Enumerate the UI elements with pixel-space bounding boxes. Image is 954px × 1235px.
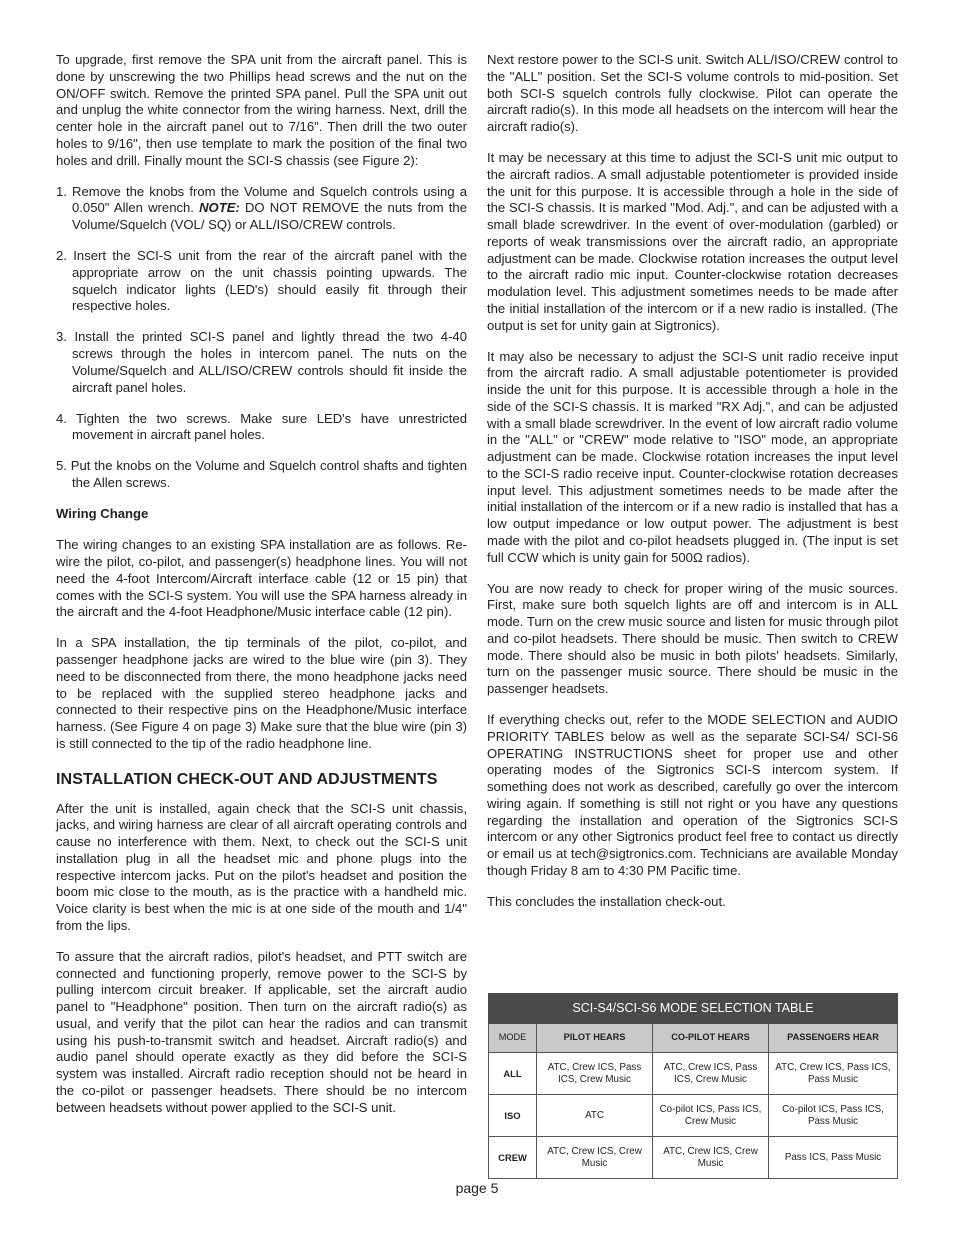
- table-row: [489, 1095, 898, 1137]
- checkout-paragraph: After the unit is installed, again check that the SCI-S unit chassis, jacks, and wiring harness are clear of all aircraft operating controls and cause no interference with them. Next, to check out the SCI-S unit installation plug in all the headset mic and phone plugs into the respective intercom jacks. Put on the pilot's headset and position the boom mic close to the mouth, as is the practice with a handheld mic. Voice clarity is best when the mic is at one side of the mouth and 1/4" from the lips.: [56, 800, 467, 933]
- mode-cell: CREW: [489, 1137, 537, 1179]
- restore-power-paragraph: Next restore power to the SCI-S unit. Switch ALL/ISO/CREW control to the "ALL" position. Set the SCI-S volume controls to mid-position. Set both SCI-S squelch controls fully clockwise. Pilot can operate the aircraft radio(s). In this mode all headsets on the intercom will hear the aircraft radio(s).: [487, 52, 898, 134]
- table-cell: ATC, Crew ICS, Pass ICS, Pass Music: [769, 1053, 898, 1095]
- left-column: [56, 52, 467, 1116]
- mic-output-paragraph: It may be necessary at this time to adjust the SCI-S unit mic output to the aircraft radios. A small adjustable potentiometer is provided inside the unit for this purpose. It is accessible through a hole in the side of the SCI-S chassis. It is marked "Mod. Adj.", and can be adjusted with a small blade screwdriver. In the event of over-modulation (garbled) or reports of weak transmissions over the aircraft radio, an appropriate adjustment can be made. Clockwise rotation increases the output level to the aircraft radio mic input. Counter-clockwise rotation decreases modulation level. This adjustment sometimes needs to be made after the initial installation of the intercom or if a new radio is installed. (The output is set for unity gain at Sigtronics).: [487, 150, 898, 333]
- column-header: MODE: [489, 1024, 537, 1053]
- page-number: page 5: [455, 1180, 499, 1196]
- column-header: PASSENGERS HEAR: [769, 1024, 898, 1053]
- table-cell: ATC: [537, 1095, 653, 1137]
- spa-wiring-paragraph: In a SPA installation, the tip terminals of the pilot, co-pilot, and passenger headphone jacks are wired to the blue wire (pin 3). They need to be disconnected from there, the mono headphone jacks need to be replaced with the supplied stereo headphone jacks and connected to their respective pins on the Headphone/Music interface harness. (See Figure 4 on page 3) Make sure that the blue wire (pin 3) is still connected to the tip of the radio headphone line.: [56, 635, 467, 751]
- mode-cell: ISO: [489, 1095, 537, 1137]
- mount-steps-list: [56, 184, 467, 492]
- list-item: 2. Insert the SCI-S unit from the rear of the aircraft panel with the appropriate arrow on the unit chassis pointing upwards. The squelch indicator lights (LED's) should easily fit through their respective holes.: [56, 248, 467, 314]
- table-cell: Pass ICS, Pass Music: [769, 1137, 898, 1179]
- mode-cell: ALL: [489, 1053, 537, 1095]
- list-item: 4. Tighten the two screws. Make sure LED's have unrestricted movement in aircraft panel holes.: [56, 410, 467, 443]
- right-column: [487, 52, 898, 911]
- list-item: 5. Put the knobs on the Volume and Squelch control shafts and tighten the Allen screws.: [56, 458, 467, 491]
- note-label: NOTE:: [199, 200, 240, 216]
- table-cell: ATC, Crew ICS, Pass ICS, Crew Music: [653, 1053, 769, 1095]
- radio-check-paragraph: To assure that the aircraft radios, pilot's headset, and PTT switch are connected and functioning properly, remove power to the SCI-S by pulling intercom circuit breaker. If applicable, set the aircraft audio panel to "Headphone" position. Then turn on the aircraft radio(s) as usual, and verify that the pilot can hear the radios and can transmit using his push-to-transmit switch and headset. Aircraft radio(s) and audio panel should operate exactly as they did before the SCI-S system was installed. Aircraft radio reception should not be heard in the co-pilot or passenger headsets. There should be no intercom between headsets without power applied to the SCI-S unit.: [56, 948, 467, 1115]
- table-row: [489, 1137, 898, 1179]
- list-item: [56, 184, 467, 234]
- support-paragraph: If everything checks out, refer to the MODE SELECTION and AUDIO PRIORITY TABLES below as well as the separate SCI-S4/ SCI-S6 OPERATING INSTRUCTIONS sheet for proper use and other operating modes of the Sigtronics SCI-S intercom system. If something does not work as described, carefully go over the intercom wiring again. If something is still not right or you have any questions regarding the installation and operation of the Sigtronics SCI-S intercom or any other Sigtronics product feel free to contact us directly or email us at tech@sigtronics.com. Technicians are available Monday though Friday 8 am to 4:30 PM Pacific time.: [487, 712, 898, 878]
- mode-selection-table: [488, 993, 898, 1179]
- table-cell: ATC, Crew ICS, Pass ICS, Crew Music: [537, 1053, 653, 1095]
- conclusion-paragraph: This concludes the installation check-out.: [487, 893, 726, 909]
- table-cell: Co-pilot ICS, Pass ICS, Pass Music: [769, 1095, 898, 1137]
- table-row: [489, 1053, 898, 1095]
- table-cell: ATC, Crew ICS, Crew Music: [537, 1137, 653, 1179]
- section-heading: INSTALLATION CHECK-OUT AND ADJUSTMENTS: [56, 770, 438, 788]
- column-header: CO-PILOT HEARS: [653, 1024, 769, 1053]
- radio-receive-paragraph: It may also be necessary to adjust the SCI-S unit radio receive input from the aircraft radio. A small adjustable potentiometer is provided inside the unit for this purpose. It is accessible through a hole in the side of the SCI-S chassis. It is marked "RX Adj.", and can be adjusted with a small blade screwdriver. In the event of low aircraft radio volume in the "ALL" or "CREW" mode relative to "ISO" mode, an appropriate adjustment can be made. Clockwise rotation increases the input level to the SCI-S radio receive input. Counter-clockwise rotation decreases input level. This adjustment sometimes needs to be made after the initial installation of the intercom or if a new radio is installed that has a low output impedance or low output power. The adjustment is best made with the pilot and co-pilot headsets plugged in. (The input is set full CCW which is unity gain for 500Ω radios).: [487, 348, 898, 565]
- table-header-row: [489, 1024, 898, 1053]
- list-item: 3. Install the printed SCI-S panel and lightly thread the two 4-40 screws through the holes in intercom panel. The nuts on the Volume/Squelch and ALL/ISO/CREW controls should fit inside the aircraft panel holes.: [56, 329, 467, 395]
- step-text: 1. Remove the knobs from the Volume and Squelch controls using a 0.050" Allen wrench.: [56, 183, 467, 216]
- music-check-paragraph: You are now ready to check for proper wiring of the music sources. First, make sure both squelch lights are off and intercom is in ALL mode. Turn on the crew music source and listen for music through pilot and co-pilot headsets. There should be music. Then switch to CREW mode. There should also be music in both pilots' headsets. Similarly, turn on the passenger music source. There should be music in the passenger headsets.: [487, 580, 898, 697]
- table-title: SCI-S4/SCI-S6 MODE SELECTION TABLE: [489, 994, 898, 1024]
- wiring-paragraph: The wiring changes to an existing SPA installation are as follows. Re-wire the pilot, co-pilot, and passenger(s) headphone lines. You will not need the 4-foot Intercom/Aircraft interface cable (12 or 15 pin) that comes with the SCI-S system. You will use the SPA harness already in the aircraft and the 4-foot Headphone/Music interface cable (12 pin).: [56, 537, 467, 620]
- step-text: DO NOT REMOVE the nuts from the Volume/Squelch (VOL/ SQ) or ALL/ISO/CREW controls.: [72, 200, 467, 233]
- wiring-change-heading: Wiring Change: [56, 506, 149, 522]
- table-cell: ATC, Crew ICS, Crew Music: [653, 1137, 769, 1179]
- column-header: PILOT HEARS: [537, 1024, 653, 1053]
- intro-paragraph: To upgrade, first remove the SPA unit from the aircraft panel. This is done by unscrewing the two Phillips head screws and the nut on the ON/OFF switch. Remove the printed SPA panel. Pull the SPA unit out and unplug the white connector from the wiring harness. Next, drill the center hole in the aircraft panel out to 7/16". Then drill the two outer holes to 9/16", then use template to mark the position of the final two holes and drill. Finally mount the SCI-S chassis (see Figure 2):: [56, 52, 467, 168]
- table-cell: Co-pilot ICS, Pass ICS, Crew Music: [653, 1095, 769, 1137]
